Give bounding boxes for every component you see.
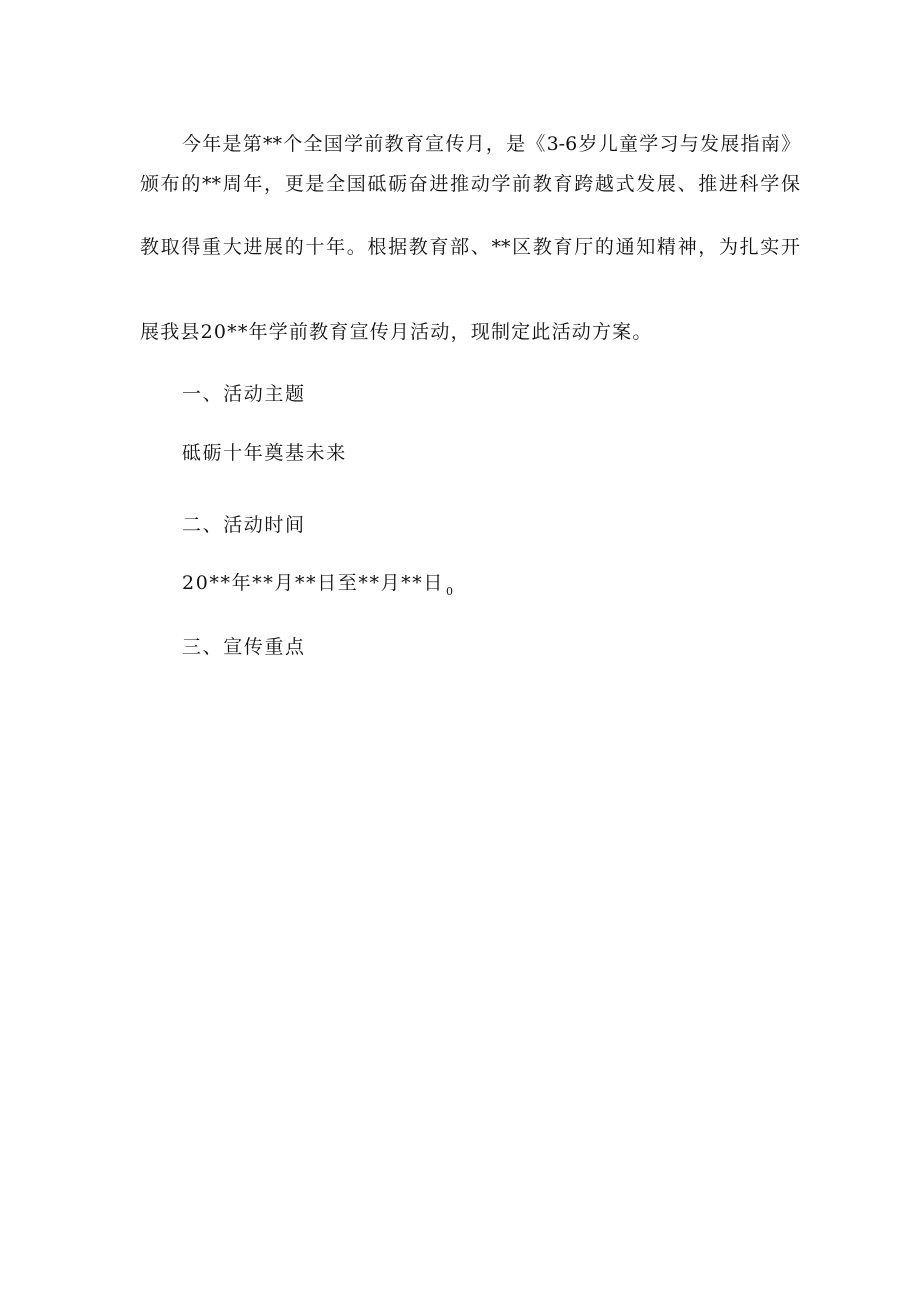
intro-paragraph-line-1: 今年是第**个全国学前教育宣传月，是《3-6岁儿童学习与发展指南》 <box>182 133 800 155</box>
section-body-theme: 砥砺十年奠基未来 <box>182 442 347 464</box>
section-heading-time: 二、活动时间 <box>182 514 306 536</box>
time-range-text: 20**年**月**日至**月**日 <box>182 572 444 594</box>
section-heading-focus: 三、宣传重点 <box>182 636 306 658</box>
intro-paragraph-line-2: 颁布的**周年，更是全国砥砺奋进推动学前教育跨越式发展、推进科学保 <box>140 173 800 195</box>
intro-paragraph-line-4: 展我县20**年学前教育宣传月活动，现制定此活动方案。 <box>140 321 653 343</box>
section-body-time <box>182 571 800 598</box>
section-heading-theme: 一、活动主题 <box>182 383 306 405</box>
time-range-tail: 0 <box>445 585 453 598</box>
intro-paragraph-line-3: 教取得重大进展的十年。根据教育部、**区教育厅的通知精神，为扎实开 <box>140 236 800 258</box>
